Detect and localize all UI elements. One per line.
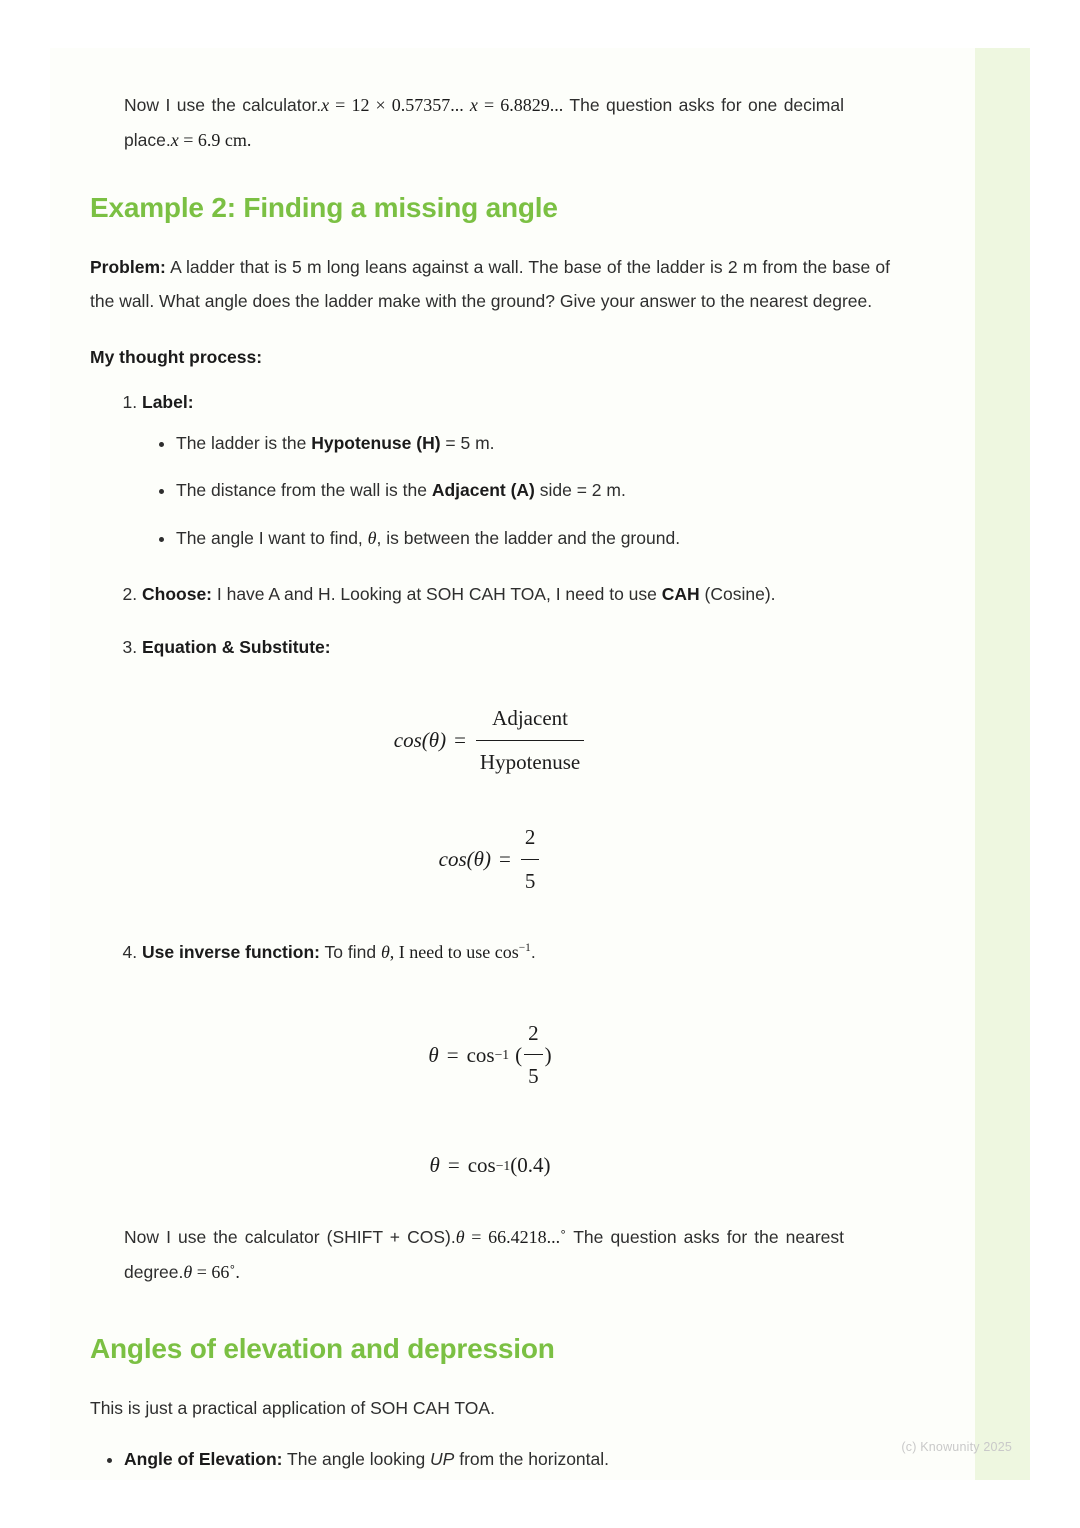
list-item <box>176 474 890 507</box>
copyright-watermark: (c) Knowunity 2025 <box>901 1440 1012 1454</box>
step-2-tail: (Cosine). <box>699 584 776 605</box>
step-equation <box>142 630 890 902</box>
formula-3-operator: = <box>446 1042 459 1067</box>
formula-4-superscript: −1 <box>495 1157 511 1173</box>
conclusion-text-a: Now I use the calculator (SHIFT + COS). <box>124 1227 456 1248</box>
conclusion-theta-2: θ <box>183 1262 193 1283</box>
formula-3-numerator: 2 <box>524 1013 543 1056</box>
conclusion-value-1: = 66.4218...˚ <box>464 1227 567 1248</box>
bullet-2-bold: Adjacent (A) <box>431 479 535 500</box>
step-4-text2: , I need to use cos <box>389 942 519 963</box>
thought-process-label: My thought process: <box>90 347 263 368</box>
steps-list <box>90 385 890 1187</box>
step-1-label: Label: <box>142 391 194 412</box>
step-label <box>142 385 890 556</box>
formula-2-row <box>439 817 542 902</box>
formula-2-operator: = <box>498 846 511 871</box>
step-4-theta: θ <box>380 942 390 963</box>
step-inverse <box>142 935 890 1186</box>
formula-cos-definition <box>90 698 890 783</box>
bullet-1-pre: The ladder is the <box>176 432 312 453</box>
elevation-post: from the horizontal. <box>454 1448 610 1469</box>
conclusion-theta-1: θ <box>455 1227 465 1248</box>
step-4-superscript: −1 <box>518 942 531 955</box>
problem-paragraph <box>90 250 890 318</box>
formula-theta-inverse-fraction <box>90 1013 890 1098</box>
list-item <box>176 521 890 555</box>
formula-1-row <box>394 698 586 783</box>
document-page <box>50 48 1030 1480</box>
formula-4-function: cos <box>467 1153 496 1178</box>
bullet-1-bold: Hypotenuse (H) <box>311 432 441 453</box>
intro-math-x2: x <box>469 95 478 115</box>
example2-heading: Example 2: Finding a missing angle <box>90 192 558 224</box>
formula-2-numerator: 2 <box>521 817 540 860</box>
intro-math-x1: x <box>321 95 330 115</box>
problem-label: Problem: <box>90 257 166 278</box>
angles-intro-paragraph: This is just a practical application of SOH CAH TOA. <box>90 1397 495 1418</box>
list-item <box>176 427 890 460</box>
formula-4-lhs: θ <box>429 1153 440 1178</box>
formula-2-denominator: 5 <box>524 868 536 893</box>
formula-3-open-paren: ( <box>515 1042 523 1067</box>
step-4-label: Use inverse function: <box>142 942 320 963</box>
step-2-bold-tail: CAH <box>661 584 700 605</box>
problem-text: A ladder that is 5 m long leans against a wall. The base of the ladder is 2 m from the base of the wall. What angle does the ladder make with the ground? Give your answer to the nearest degree. <box>90 257 890 312</box>
conclusion-text-b: The question asks for the nearest degree. <box>124 1227 844 1283</box>
formula-3-superscript: −1 <box>494 1046 510 1062</box>
formula-1-fraction <box>476 698 584 783</box>
intro-math-x3: x <box>170 130 179 151</box>
formula-2-fraction <box>521 817 540 902</box>
elevation-pre: The angle looking <box>282 1448 431 1469</box>
step-4-text: To find <box>319 942 381 963</box>
bullet-1-post: = 5 m. <box>440 432 495 453</box>
conclusion-value-2: = 66˚. <box>192 1262 240 1283</box>
formula-4-operator: = <box>447 1153 460 1178</box>
formula-4-argument: (0.4) <box>510 1153 551 1178</box>
formula-3-fraction <box>524 1013 543 1098</box>
intro-paragraph <box>124 88 844 158</box>
document-content <box>90 88 890 1476</box>
elevation-emphasis: UP <box>430 1448 455 1469</box>
formula-3-denominator: 5 <box>528 1064 539 1089</box>
bullet-3-theta: θ <box>367 528 377 549</box>
formula-1-denominator: Hypotenuse <box>479 749 581 774</box>
formula-1-lhs: cos(θ) <box>393 727 447 752</box>
angles-bullet-list <box>90 1443 890 1476</box>
formula-3-close-paren: ) <box>544 1042 552 1067</box>
page-accent-strip <box>975 48 1030 1480</box>
bullet-2-post: side = 2 m. <box>534 479 626 500</box>
step-3-label: Equation & Substitute: <box>142 636 331 657</box>
intro-math-final: = 6.9 cm. <box>178 130 252 151</box>
bullet-3-pre: The angle I want to find, <box>176 528 368 549</box>
elevation-label: Angle of Elevation: <box>124 1448 283 1469</box>
formula-cos-substituted <box>90 817 890 902</box>
step-2-text: I have A and H. Looking at SOH CAH TOA, I need to use <box>212 584 662 605</box>
intro-math-result: = 6.8829... <box>477 95 564 115</box>
step-1-bullets <box>142 427 890 556</box>
intro-math-calc: = 12 × 0.57357... <box>329 95 470 115</box>
bullet-3-post: , is between the ladder and the ground. <box>376 528 681 549</box>
formula-3-lhs: θ <box>428 1042 439 1067</box>
step-4-text3: . <box>530 942 536 963</box>
intro-text-b: The question asks for one decimal place. <box>124 95 844 151</box>
step-2-label: Choose: <box>142 584 212 605</box>
list-item <box>124 1443 890 1476</box>
formula-3-function: cos <box>466 1042 495 1067</box>
formula-1-numerator: Adjacent <box>476 698 584 741</box>
angles-section-heading: Angles of elevation and depression <box>90 1332 555 1364</box>
step-choose <box>142 577 890 611</box>
formula-theta-inverse-decimal <box>90 1145 890 1186</box>
conclusion-paragraph <box>124 1220 844 1290</box>
formula-3-row <box>428 1013 551 1098</box>
formula-4-row <box>430 1145 551 1186</box>
intro-text-a: Now I use the calculator. <box>124 95 322 115</box>
bullet-2-pre: The distance from the wall is the <box>176 479 432 500</box>
formula-1-operator: = <box>454 727 466 752</box>
formula-2-lhs: cos(θ) <box>438 846 491 871</box>
